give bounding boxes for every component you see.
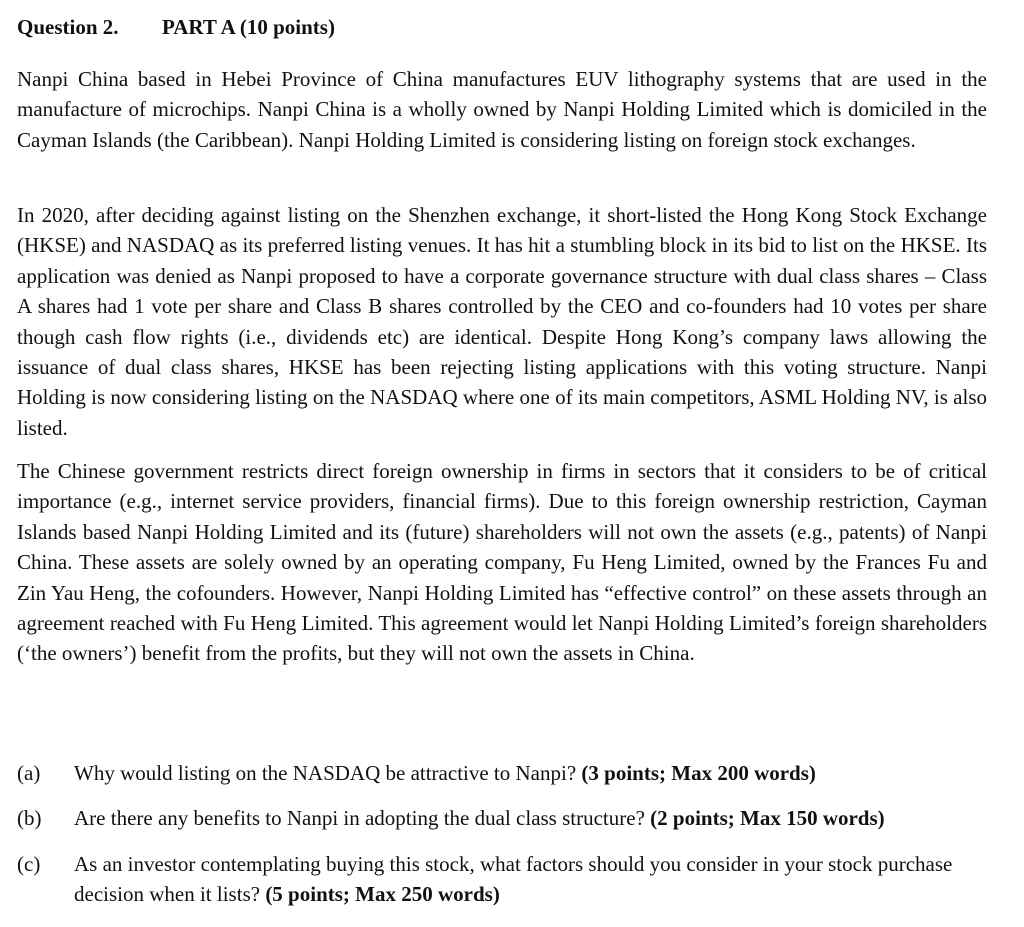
question-item-b xyxy=(17,803,989,833)
question-label: (b) xyxy=(17,806,42,830)
question-text: Are there any benefits to Nanpi in adopting the dual class structure? xyxy=(74,806,645,830)
paragraph-intro: Nanpi China based in Hebei Province of China manufactures EUV lithography systems that are used in the manufacture of microchips. Nanpi China is a wholly owned by Nanpi Holding Limited which is domiciled in the Cayman Islands (the Caribbean). Nanpi Holding Limited is considering listing on foreign stock exchanges. xyxy=(17,67,987,152)
question-body xyxy=(74,758,989,788)
question-label: (c) xyxy=(17,852,41,876)
question-heading xyxy=(17,12,335,42)
question-body xyxy=(74,849,989,910)
question-body xyxy=(74,803,989,833)
question-item-a xyxy=(17,758,989,788)
paragraph-ownership-restriction: The Chinese government restricts direct foreign ownership in firms in sectors that it considers to be of critical importance (e.g., internet service providers, financial firms). Due to this foreign ownership restriction, Cayman Islands based Nanpi Holding Limited and its (future) shareholders will not own the assets (e.g., patents) of Nanpi China. These assets are solely owned by an operating company, Fu Heng Limited, owned by the Frances Fu and Zin Yau Heng, the cofounders. However, Nanpi Holding Limited has “effective control” on these assets through an agreement reached with Fu Heng Limited. This agreement would let Nanpi Holding Limited’s foreign shareholders (‘the owners’) benefit from the profits, but they will not own the assets in China. xyxy=(17,459,987,666)
question-item-c xyxy=(17,849,989,910)
part-title: PART A (10 points) xyxy=(162,15,335,39)
question-points: (3 points; Max 200 words) xyxy=(581,761,816,785)
question-text: Why would listing on the NASDAQ be attractive to Nanpi? xyxy=(74,761,577,785)
question-label: (a) xyxy=(17,761,41,785)
question-points: (5 points; Max 250 words) xyxy=(265,882,500,907)
question-points: (2 points; Max 150 words) xyxy=(650,806,885,830)
question-number: Question 2. xyxy=(17,15,119,39)
paragraph-listing-venues: In 2020, after deciding against listing on the Shenzhen exchange, it short-listed the Hong Kong Stock Exchange (HKSE) and NASDAQ as its preferred listing venues. It has hit a stumbling block in its bid to list on the HKSE. Its application was denied as Nanpi proposed to have a corporate governance structure with dual class shares – Class A shares had 1 vote per share and Class B shares controlled by the CEO and co-founders had 10 votes per share though cash flow rights (i.e., dividends etc) are identical. Despite Hong Kong’s company laws allowing the issuance of dual class shares, HKSE has been rejecting listing applications with this voting structure. Nanpi Holding is now considering listing on the NASDAQ where one of its main competitors, ASML Holding NV, is also listed. xyxy=(17,203,987,440)
question-text: As an investor contemplating buying this stock, what factors should you consider in your stock purchase decision when it lists? xyxy=(74,852,953,907)
